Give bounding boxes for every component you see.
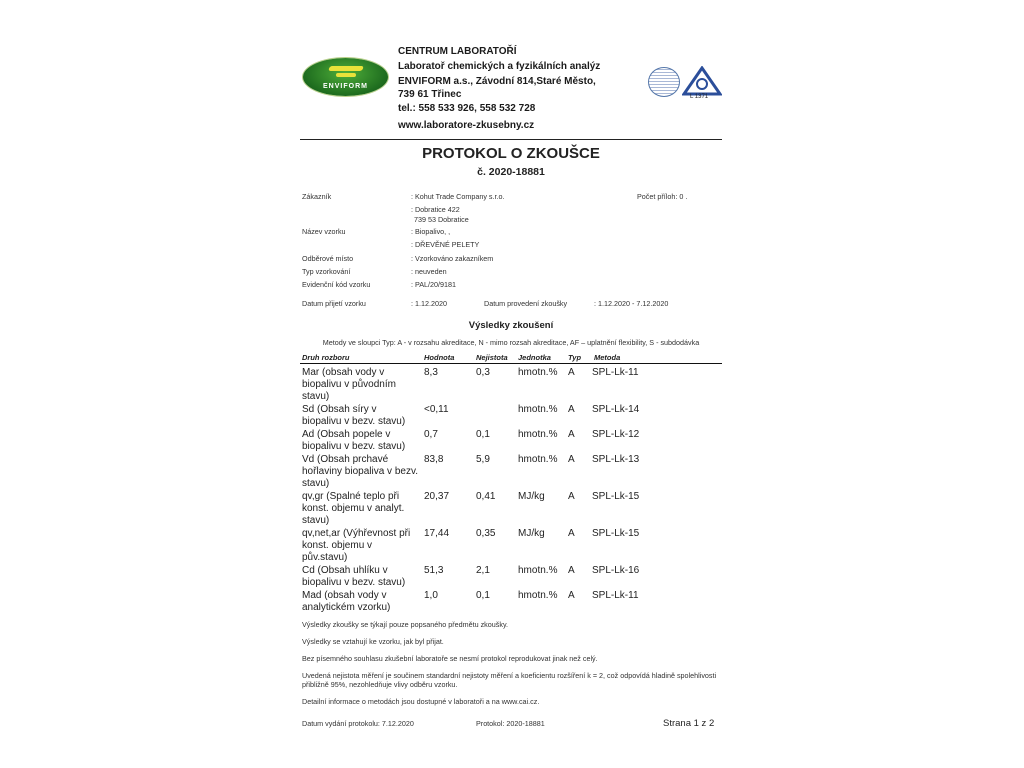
sample-label: Název vzorku [302,227,346,236]
cell-method: SPL-Lk-15 [592,528,640,539]
cell-type: A [568,590,575,601]
cell-method: SPL-Lk-16 [592,565,640,576]
cell-type: A [568,429,575,440]
sample-code-value: : PAL/20/9181 [411,280,457,289]
table-row [302,491,722,527]
col-header-method: Metoda [594,353,621,362]
cell-uncertainty: 0,3 [476,367,490,378]
place-value: : Vzorkováno zakazníkem [411,254,494,263]
cell-type: A [568,491,575,502]
cell-value: 8,3 [424,367,438,378]
note: Detailní informace o metodách jsou dostupné v laboratoři a na www.cai.cz. [302,697,540,706]
page-title: PROTOKOL O ZKOUŠCE [422,145,600,162]
website: www.laboratore-zkusebny.cz [398,120,535,131]
cell-type: A [568,404,575,415]
sample-value2: : DŘEVĚNÉ PELETY [411,240,480,249]
cell-type: A [568,454,575,465]
attachments-count: Počet příloh: 0 . [637,192,688,201]
results-title: Výsledky zkoušení [468,320,554,331]
note: Výsledky zkoušky se týkají pouze popsaného předmětu zkoušky. [302,620,509,629]
received-label: Datum přijetí vzorku [302,299,366,308]
results-and-notes [302,367,722,714]
table-row [302,404,722,428]
cell-method: SPL-Lk-11 [592,367,639,378]
page-number: Strana 1 z 2 [663,718,715,729]
cell-uncertainty: 0,1 [476,590,490,601]
cell-unit: hmotn.% [518,454,558,465]
customer-address1: : Dobratice 422 [411,205,460,214]
col-header-uncertainty: Nejistota [476,353,508,362]
cell-type: A [568,565,575,576]
customer-address2: 739 53 Dobratice [414,215,469,224]
table-row [302,528,722,564]
cell-analysis: Mar (obsah vody v biopalivu v původním stavu) [302,367,396,402]
cell-analysis: Cd (Obsah uhlíku v biopalivu v bezv. stavu) [302,565,406,588]
cell-uncertainty: 0,35 [476,528,496,539]
cell-analysis: qv,gr (Spalné teplo při konst. objemu v analyt. stavu) [302,491,405,526]
phone: tel.: 558 533 926, 558 532 728 [398,103,536,114]
table-row [302,429,722,453]
cell-type: A [568,528,575,539]
footer-protocol: Protokol: 2020-18881 [476,719,545,728]
cell-unit: hmotn.% [518,429,558,440]
cell-type: A [568,367,575,378]
results-table-body [302,367,722,614]
address-line1: ENVIFORM a.s., Závodní 814,Staré Město, [398,76,596,87]
logo-text: ENVIFORM [323,83,368,90]
logo-swoosh-icon [328,66,364,71]
sampling-type-value: : neuveden [411,267,447,276]
address-line2: 739 61 Třinec [398,89,462,100]
cell-uncertainty: 5,9 [476,454,490,465]
col-header-unit: Jednotka [518,353,551,362]
cai-accreditation-icon [682,66,722,102]
received-value: : 1.12.2020 [411,299,447,308]
col-header-analysis: Druh rozboru [302,353,350,362]
table-row [302,565,722,589]
table-row [302,454,722,490]
cell-uncertainty: 0,41 [476,491,496,502]
iqnet-cert-icon [648,67,680,97]
cell-value: 20,37 [424,491,450,502]
cert-code: L 1371 [690,94,709,100]
customer-label: Zákazník [302,192,332,201]
cell-value: <0,11 [424,404,449,415]
cell-method: SPL-Lk-15 [592,491,640,502]
enviform-logo [303,58,388,96]
cell-analysis: Vd (Obsah prchavé hořlaviny biopaliva v bezv. stavu) [302,454,418,489]
cell-analysis: qv,net,ar (Výhřevnost při konst. objemu v pův.stavu) [302,528,411,563]
col-header-value: Hodnota [424,353,455,362]
cell-value: 83,8 [424,454,444,465]
cell-unit: hmotn.% [518,367,558,378]
logo-swoosh-icon [336,73,356,77]
cell-unit: MJ/kg [518,491,545,502]
issue-date: Datum vydání protokolu: 7.12.2020 [302,719,414,728]
table-row [302,367,722,403]
cell-method: SPL-Lk-12 [592,429,640,440]
results-legend: Metody ve sloupci Typ: A - v rozsahu akreditace, N - mimo rozsah akreditace, AF – uplatnění flexibility, S - subdodávka [322,338,700,347]
cell-value: 51,3 [424,565,444,576]
customer-value: : Kohut Trade Company s.r.o. [411,192,505,201]
cell-value: 0,7 [424,429,438,440]
place-label: Odběrové místo [302,254,354,263]
cell-unit: hmotn.% [518,404,558,415]
sample-code-label: Evidenční kód vzorku [302,280,371,289]
cell-value: 17,44 [424,528,450,539]
col-header-type: Typ [568,353,582,362]
note: Výsledky se vztahují ke vzorku, jak byl přijat. [302,637,444,646]
protocol-number: č. 2020-18881 [477,166,545,178]
cell-unit: MJ/kg [518,528,545,539]
lab-name: Laboratoř chemických a fyzikálních analýz [398,61,601,72]
notes [302,620,722,706]
cell-uncertainty: 2,1 [476,565,490,576]
note: Uvedená nejistota měření je součinem standardní nejistoty měření a koeficientu rozšíření k = 2, což odpovídá hladině spolehlivosti přibližně 95%, nezohledňuje vlivy odběru vzorku. [302,671,717,689]
cell-method: SPL-Lk-11 [592,590,639,601]
tested-label: Datum provedení zkoušky [484,299,568,308]
cell-analysis: Sd (Obsah síry v biopalivu v bezv. stavu) [302,404,406,427]
table-header-rule [300,363,722,364]
table-row [302,590,722,614]
cell-uncertainty: 0,1 [476,429,490,440]
sample-value1: : Biopalivo, , [411,227,451,236]
org-name: CENTRUM LABORATOŘÍ [398,46,517,57]
divider [300,139,722,140]
cell-method: SPL-Lk-14 [592,404,640,415]
cell-unit: hmotn.% [518,590,558,601]
cell-analysis: Mad (obsah vody v analytickém vzorku) [302,590,391,613]
cell-analysis: Ad (Obsah popele v biopalivu v bezv. stavu) [302,429,406,452]
tested-value: : 1.12.2020 - 7.12.2020 [594,299,669,308]
cell-value: 1,0 [424,590,438,601]
cell-method: SPL-Lk-13 [592,454,640,465]
note: Bez písemného souhlasu zkušební laboratoře se nesmí protokol reprodukovat jinak než celý. [302,654,598,663]
cell-unit: hmotn.% [518,565,558,576]
sampling-type-label: Typ vzorkování [302,267,351,276]
